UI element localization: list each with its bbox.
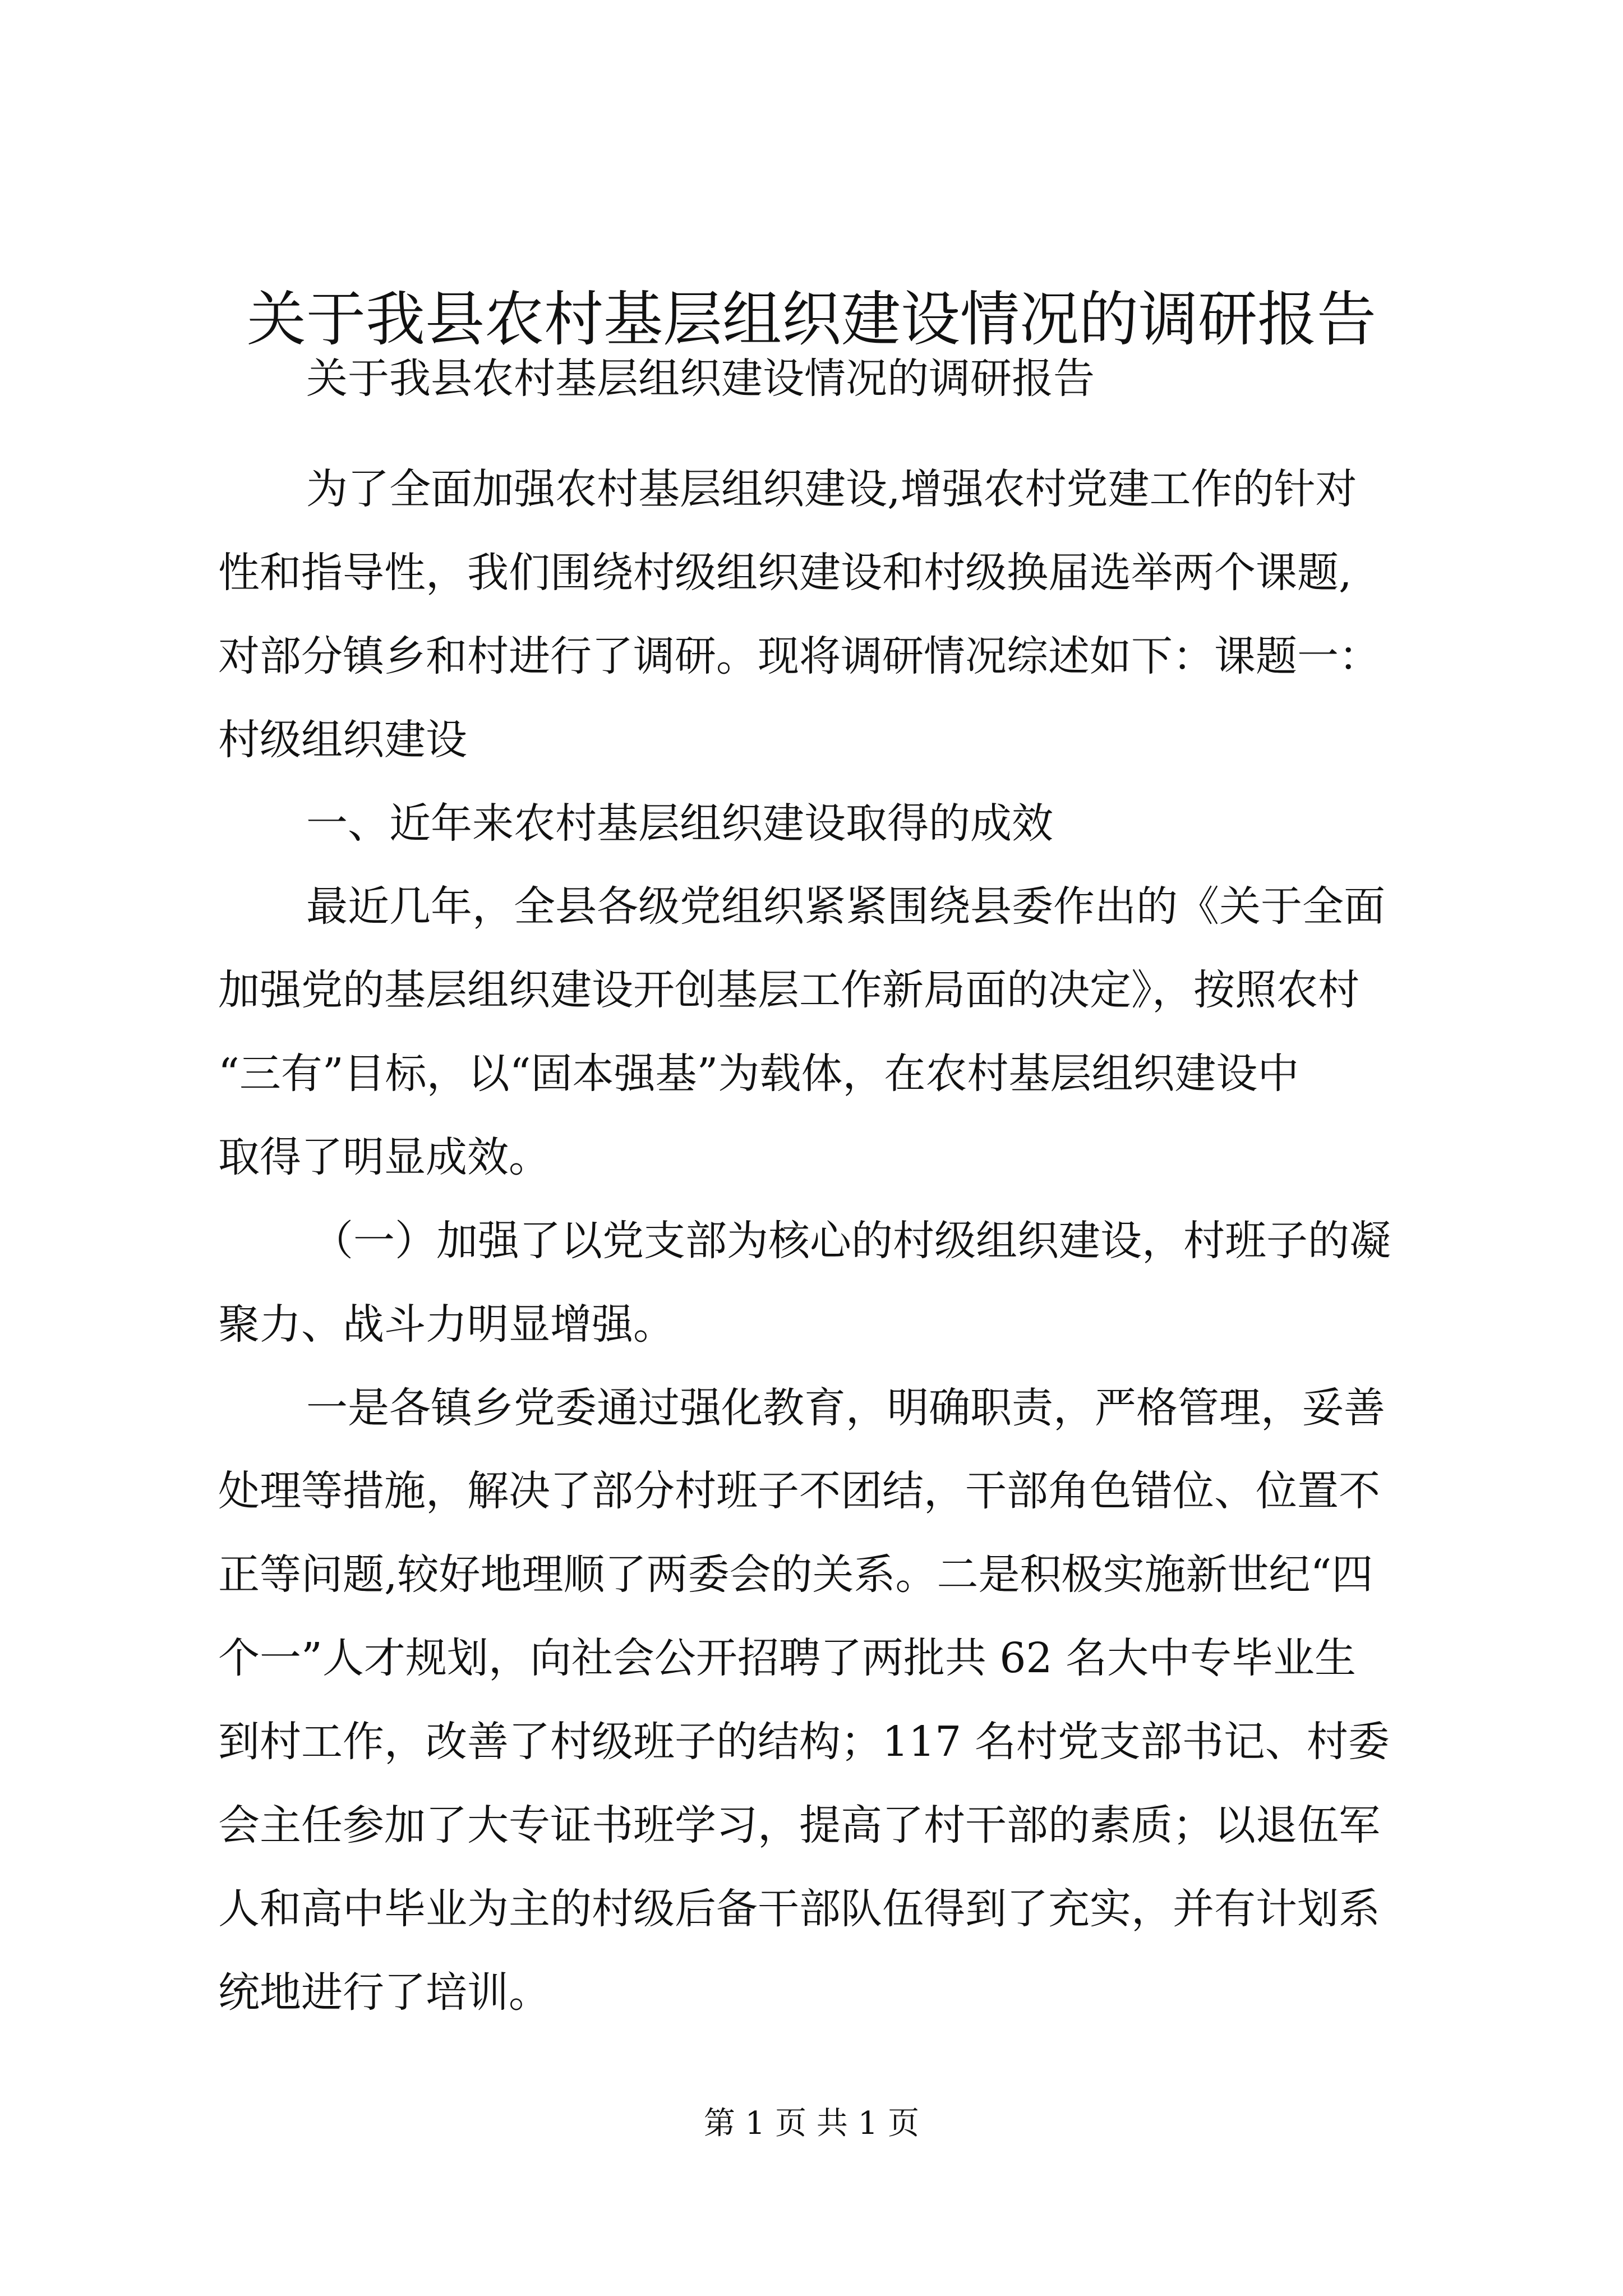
paragraph-line: 取得了明显成效。 bbox=[218, 1133, 550, 1181]
paragraph-line: “三有”目标，以“固本强基”为载体，在农村基层组织建设中 bbox=[218, 1050, 1299, 1098]
subtitle-line: 关于我县农村基层组织建设情况的调研报告 bbox=[306, 355, 1095, 403]
paragraph-line: 对部分镇乡和村进行了调研。现将调研情况综述如下：课题一： bbox=[218, 632, 1380, 680]
section-heading: 一、近年来农村基层组织建设取得的成效 bbox=[306, 799, 1053, 848]
page-footer: 第 1 页 共 1 页 bbox=[703, 2105, 920, 2142]
paragraph-line: 统地进行了培训。 bbox=[218, 1968, 550, 2017]
paragraph-line: 最近几年，全县各级党组织紧紧围绕县委作出的《关于全面 bbox=[306, 882, 1385, 931]
paragraph-line: 会主任参加了大专证书班学习，提高了村干部的素质；以退伍军 bbox=[218, 1801, 1380, 1849]
subsection-heading: （一）加强了以党支部为核心的村级组织建设，村班子的凝 bbox=[312, 1217, 1391, 1265]
document-title: 关于我县农村基层组织建设情况的调研报告 bbox=[247, 285, 1376, 354]
paragraph-line: 到村工作，改善了村级班子的结构；117 名村党支部书记、村委 bbox=[218, 1718, 1390, 1766]
paragraph-line: 性和指导性，我们围绕村级组织建设和村级换届选举两个课题, bbox=[218, 549, 1352, 597]
paragraph-line: 加强党的基层组织建设开创基层工作新局面的决定》，按照农村 bbox=[218, 966, 1359, 1014]
subsection-heading-cont: 聚力、战斗力明显增强。 bbox=[218, 1300, 675, 1349]
paragraph-line: 一是各镇乡党委通过强化教育，明确职责，严格管理，妥善 bbox=[306, 1384, 1385, 1432]
paragraph-line: 个一”人才规划，向社会公开招聘了两批共 62 名大中专毕业生 bbox=[218, 1634, 1357, 1682]
paragraph-line: 村级组织建设 bbox=[218, 716, 467, 764]
paragraph-line: 人和高中毕业为主的村级后备干部队伍得到了充实，并有计划系 bbox=[218, 1885, 1380, 1933]
paragraph-line: 正等问题,较好地理顺了两委会的关系。二是积极实施新世纪“四 bbox=[218, 1550, 1373, 1599]
paragraph-line: 处理等措施，解决了部分村班子不团结，干部角色错位、位置不 bbox=[218, 1467, 1380, 1515]
paragraph-line: 为了全面加强农村基层组织建设,增强农村党建工作的针对 bbox=[306, 465, 1357, 513]
